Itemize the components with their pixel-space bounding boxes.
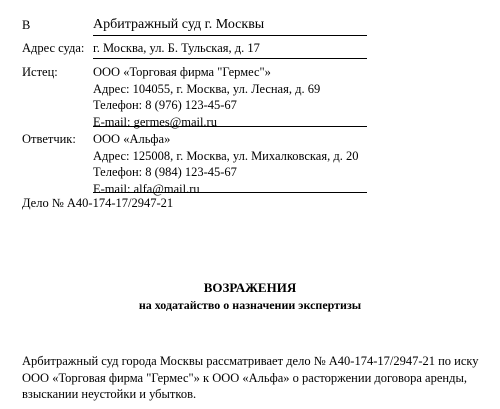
- plaintiff-name: ООО «Торговая фирма "Гермес"»: [93, 65, 271, 79]
- document-subtitle: на ходатайство о назначении экспертизы: [138, 298, 362, 312]
- defendant-email: E-mail: alfa@mail.ru: [93, 181, 200, 196]
- court-name: Арбитражный суд г. Москвы: [93, 17, 265, 32]
- defendant-phone: Телефон: 8 (984) 123-45-67: [93, 165, 237, 179]
- defendant-details: [93, 131, 367, 197]
- divider-rule: [93, 126, 367, 127]
- plaintiff-address: Адрес: 104055, г. Москва, ул. Лесная, д. 69: [93, 81, 321, 96]
- defendant-address: Адрес: 125008, г. Москва, ул. Михалковская, д. 20: [93, 148, 359, 163]
- court-address-value: [93, 40, 367, 57]
- document-title: ВОЗРАЖЕНИЯ: [203, 280, 297, 295]
- body-line: ООО «Торговая фирма "Гермес"» к ООО «Альфа» о расторжении договора аренды,: [22, 370, 467, 385]
- addressee-value: [93, 16, 367, 34]
- court-address-text: г. Москва, ул. Б. Тульская, д. 17: [93, 41, 260, 55]
- divider-rule: [93, 58, 367, 59]
- defendant-name: ООО «Альфа»: [93, 132, 171, 146]
- divider-rule: [93, 192, 367, 193]
- defendant-label: Ответчик:: [22, 132, 76, 146]
- plaintiff-details: [93, 64, 367, 130]
- plaintiff-label: Истец:: [22, 65, 58, 79]
- addressee-label: В: [22, 18, 31, 32]
- body-paragraph: [22, 353, 492, 403]
- body-line: взыскании неустойки и убытков.: [22, 387, 197, 401]
- court-address-label: Адрес суда:: [22, 41, 85, 55]
- plaintiff-email: E-mail: germes@mail.ru: [93, 114, 217, 129]
- plaintiff-phone: Телефон: 8 (976) 123-45-67: [93, 98, 237, 112]
- body-line: Арбитражный суд города Москвы рассматривает дело № А40-174-17/2947-21 по иску: [22, 354, 479, 368]
- divider-rule: [93, 35, 367, 36]
- case-number: Дело № А40-174-17/2947-21: [22, 196, 174, 210]
